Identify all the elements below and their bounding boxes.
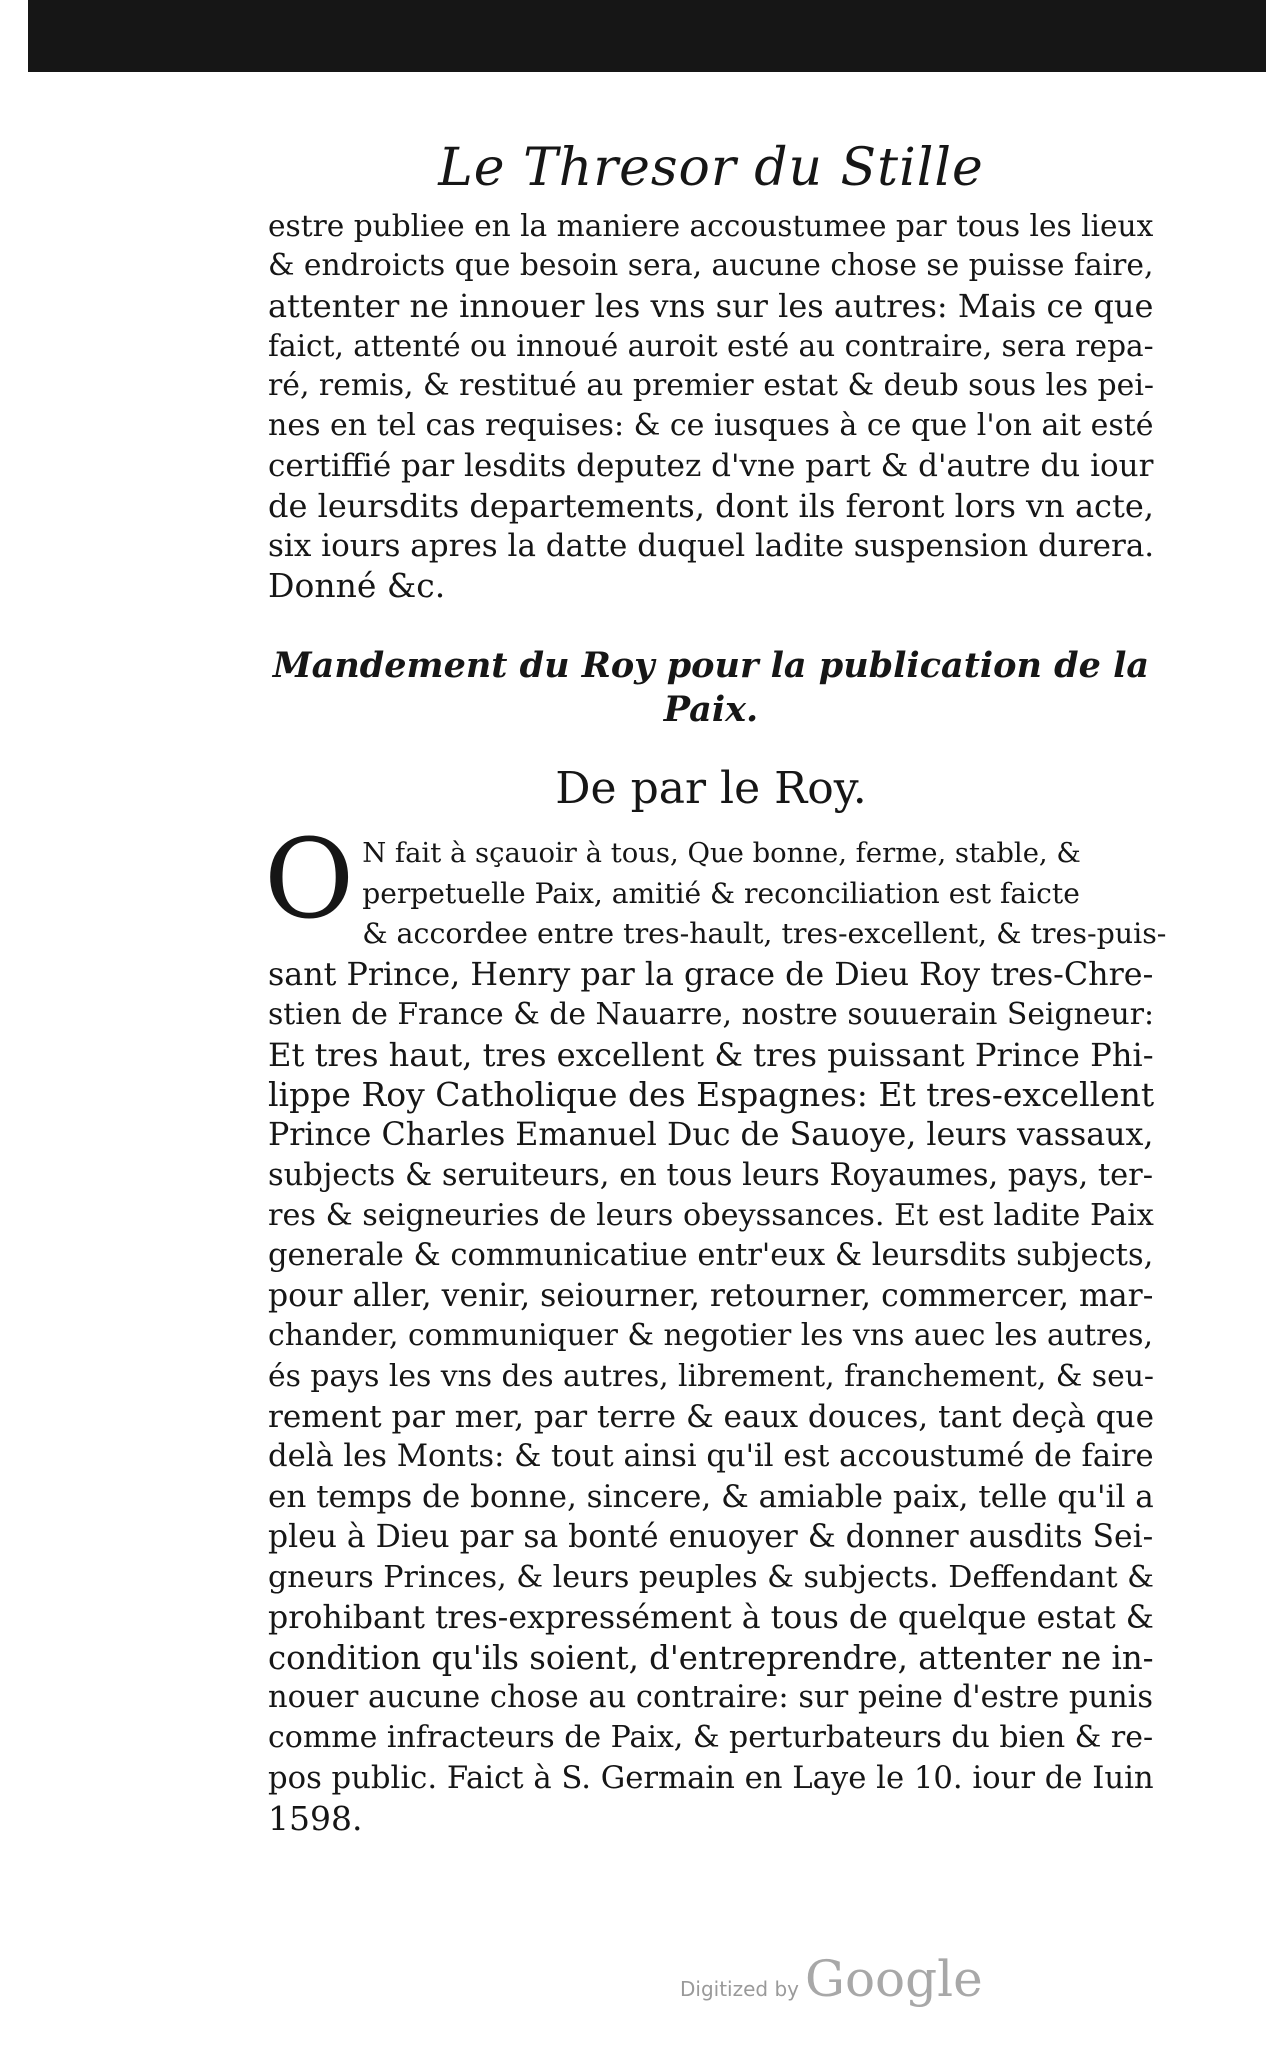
text-line: pos public. Faict à S. Germain en Laye le 10. iour de Iuin — [268, 1760, 1154, 1796]
text-line: de leursdits departements, dont ils feront lors vn acte, — [268, 487, 1154, 525]
section-title: Mandement du Roy pour la publication de la Paix. — [272, 645, 1150, 730]
google-logo: Google — [805, 1950, 983, 2008]
text-line: six iours apres la datte duquel ladite suspension durera. — [268, 528, 1155, 564]
text-line: rement par mer, par terre & eaux douces, tant deçà que — [268, 1398, 1154, 1435]
text-line: és pays les vns des autres, librement, franchement, & seu- — [268, 1358, 1154, 1394]
drop-cap: O — [264, 815, 355, 943]
text-line: Et tres haut, tres excellent & tres puissant Prince Phi- — [268, 1036, 1154, 1075]
text-line: comme infracteurs de Paix, & perturbateurs du bien & re- — [268, 1720, 1154, 1756]
text-line: lippe Roy Catholique des Espagnes: Et tres-excellent — [268, 1075, 1155, 1115]
text-line: estre publiee en la maniere accoustumee par tous les lieux — [268, 209, 1154, 243]
digitized-by-label: Digitized by — [680, 1977, 799, 2001]
text-line: faict, attenté ou innoué auroit esté au contraire, sera repa- — [268, 329, 1154, 363]
text-line: generale & communicatiue entr'eux & leursdits subjects, — [268, 1238, 1154, 1274]
text-line: sant Prince, Henry par la grace de Dieu Roy tres-Chre- — [268, 956, 1154, 993]
text-line: en temps de bonne, sincere, & amiable paix, telle qu'il a — [268, 1479, 1154, 1516]
text-line: pour aller, venir, seiourner, retourner, commercer, mar- — [268, 1278, 1154, 1315]
text-line: N fait à sçauoir à tous, Que bonne, ferme, stable, & — [362, 838, 1081, 869]
text-line: ré, remis, & restitué au premier estat & deub sous les pei- — [268, 368, 1154, 403]
text-line: perpetuelle Paix, amitié & reconciliation est faicte — [362, 877, 1080, 911]
text-line: prohibant tres-expressément à tous de quelque estat & — [268, 1599, 1154, 1636]
scan-top-bar — [28, 0, 1266, 72]
digitized-by-google-watermark — [680, 1950, 983, 2010]
document-page — [264, 138, 1167, 1839]
text-line: nouer aucune chose au contraire: sur peine d'estre punis — [268, 1680, 1154, 1716]
paragraph-mandement — [264, 815, 1167, 1839]
text-line: & endroicts que besoin sera, aucune chose se puisse faire, — [268, 248, 1154, 283]
paragraph-continuation — [268, 206, 1154, 606]
text-line: Donné &c. — [268, 566, 446, 605]
text-line: Prince Charles Emanuel Duc de Sauoye, leurs vassaux, — [268, 1117, 1154, 1154]
text-line: nes en tel cas requises: & ce iusques à ce que l'on ait esté — [268, 408, 1154, 443]
heading-de-par-le-roy: De par le Roy. — [555, 763, 867, 814]
text-line: delà les Monts: & tout ainsi qu'il est accoustumé de faire — [268, 1439, 1154, 1475]
text-line: gneurs Princes, & leurs peuples & subjects. Deffendant & — [268, 1559, 1154, 1595]
text-line: attenter ne innouer les vns sur les autres: Mais ce que — [268, 287, 1154, 325]
text-line: & accordee entre tres-hault, tres-excellent, & tres-puis- — [362, 917, 1167, 951]
text-line: subjects & seruiteurs, en tous leurs Royaumes, pays, ter- — [268, 1157, 1154, 1193]
text-line: 1598. — [268, 1798, 363, 1838]
text-line: res & seigneuries de leurs obeyssances. Et est ladite Paix — [268, 1197, 1154, 1233]
text-line: certiffié par lesdits deputez d'vne part & d'autre du iour — [268, 448, 1154, 484]
text-line: chander, communiquer & negotier les vns auec les autres, — [268, 1318, 1153, 1354]
running-head: Le Thresor du Stille — [438, 138, 984, 198]
text-line: pleu à Dieu par sa bonté enuoyer & donner ausdits Sei- — [268, 1519, 1154, 1556]
text-line: stien de France & de Nauarre, nostre souuerain Seigneur: — [268, 996, 1155, 1032]
text-line: condition qu'ils soient, d'entreprendre, attenter ne in- — [268, 1639, 1154, 1678]
